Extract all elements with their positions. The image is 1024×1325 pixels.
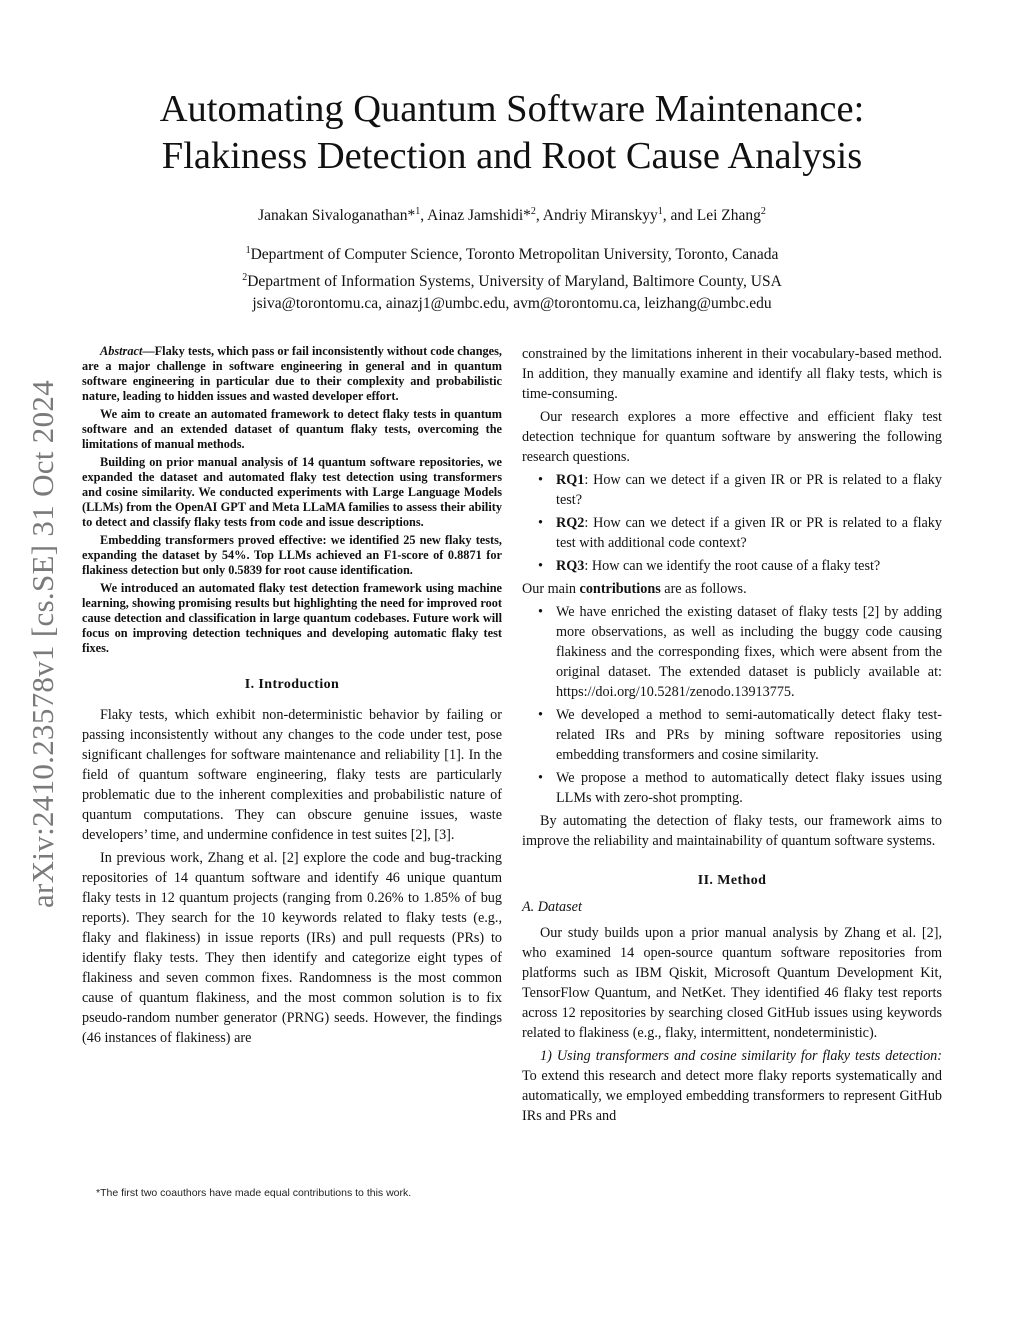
- rq3-label: RQ3: [556, 558, 585, 574]
- arxiv-id: arXiv:2410.23578v1 [cs.SE] 31 Oct 2024: [25, 379, 61, 909]
- affiliation-1: [80, 240, 944, 267]
- author-3-affil: 1: [657, 206, 663, 217]
- rq3-text: : How can we identify the root cause of a flaky test?: [584, 558, 881, 574]
- abstract-label: Abstract: [100, 344, 143, 358]
- author-3: , Andriy Miranskyy: [535, 207, 658, 225]
- affiliation-1-mark: 1: [245, 245, 251, 256]
- subsection-heading-dataset: A. Dataset: [522, 899, 582, 915]
- contribution-1: • We have enriched the existing dataset of flaky tests [2] by adding more observations, as well as including the buggy code causing flakiness and the corresponding fixes, which were absent from the original dataset. The extended dataset is publicly available at: https://doi.org/10.5281/zenodo.13913775.: [522, 602, 942, 702]
- dataset-paragraph: Our study builds upon a prior manual analysis by Zhang et al. [2], who examined 14 open-source quantum software repositories from platforms such as IBM Qiskit, Microsoft Quantum Development Kit, TensorFlow Quantum, and NetKet. They identified 46 flaky test reports across 12 repositories by searching closed GitHub issues using keywords related to flakiness (e.g., flaky, intermittent, nondeterministic).: [522, 925, 942, 1041]
- contrib-post: are as follows.: [660, 581, 747, 597]
- intro-paragraph-2: In previous work, Zhang et al. [2] explore the code and bug-tracking repositories of 14 quantum software and identify 46 unique quantum flaky tests in 12 quantum projects (ranging from 0.26% to 1.85% of bug reports). They search for the 10 keywords related to flaky tests (e.g., flaky and flakiness) in issue reports (IRs) and pull requests (PRs) to identify flaky tests. They then identify and categorize eight types of flakiness and seven common fixes. Randomness is the most common cause of quantum flakiness, and the most common solution is to fix pseudo-random number generator (PRNG) seeds. However, the findings (46 instances of flakiness) are: [82, 850, 502, 1046]
- affiliation-2-text: Department of Information Systems, University of Maryland, Baltimore County, USA: [247, 272, 782, 290]
- author-2-affil: 2: [530, 206, 536, 217]
- contribution-3: • We propose a method to automatically detect flaky issues using LLMs with zero-shot prompting.: [522, 768, 942, 808]
- abstract-paragraph-4: Embedding transformers proved effective: we identified 25 new flaky tests, expanding the dataset by 54%. Top LLMs achieved an F1-score of 0.8871 for flakiness detection but only 0.5839 for root cause identification.: [82, 533, 502, 577]
- contributions-intro: [522, 579, 942, 599]
- intro-paragraph-1: Flaky tests, which exhibit non-deterministic behavior by failing or passing inconsistently without any changes to the code under test, pose significant challenges for software maintenance and reliability [1]. In the field of quantum software engineering, flaky tests are particularly problematic due to the inherent complexities and probabilistic nature of quantum computations. They can obscure genuine issues, waste developers’ time, and undermine confidence in test suites [2], [3].: [82, 707, 502, 843]
- title-line-2: Flakiness Detection and Root Cause Analysis: [161, 135, 863, 177]
- contribution-2: • We developed a method to semi-automatically detect flaky test-related IRs and PRs by mining software repositories using embedding transformers and cosine similarity.: [522, 705, 942, 765]
- affiliations: [80, 240, 944, 316]
- right-column: [522, 344, 942, 1126]
- contrib-bold: contributions: [579, 581, 661, 597]
- contrib-pre: Our main: [522, 581, 580, 597]
- contributions-list: [522, 602, 942, 808]
- author-2: , Ainaz Jamshidi*: [420, 207, 531, 225]
- left-column: [82, 344, 502, 1048]
- affiliation-1-text: Department of Computer Science, Toronto Metropolitan University, Toronto, Canada: [250, 246, 779, 264]
- right-paragraph-3: By automating the detection of flaky tests, our framework aims to improve the reliability and maintainability of quantum software systems.: [522, 813, 942, 849]
- section-heading-method: II. Method: [697, 873, 767, 888]
- arxiv-identifier-stamp: [8, 346, 78, 942]
- affiliation-2: [80, 267, 944, 294]
- footnote: *The first two coauthors have made equal contributions to this work.: [96, 1187, 412, 1199]
- abstract-paragraph-1: [82, 344, 502, 404]
- research-questions-list: [522, 470, 942, 576]
- research-question-1: [522, 470, 942, 510]
- rq2-label: RQ2: [556, 515, 585, 531]
- paper-title: [80, 86, 944, 180]
- section-heading-introduction: I. Introduction: [244, 677, 340, 692]
- author-4-affil: 2: [760, 206, 766, 217]
- author-4: , and Lei Zhang: [662, 207, 761, 225]
- research-question-2: [522, 513, 942, 553]
- right-paragraph-1: constrained by the limitations inherent in their vocabulary-based method. In addition, they manually examine and identify all flaky tests, which is time-consuming.: [522, 346, 942, 402]
- abstract-text-1: —Flaky tests, which pass or fail inconsistently without code changes, are a major challenge in software engineering in general and in quantum software engineering in particular due to their complexity and probabilistic nature, leading to hidden issues and wasted developer effort.: [82, 344, 502, 403]
- affiliation-2-mark: 2: [242, 271, 248, 283]
- abstract-paragraph-5: We introduced an automated flaky test detection framework using machine learning, showing promising results but highlighting the need for improved root cause detection and classification in large quantum codebases. Future work will focus on improving detection techniques and developing automatic flaky test fixes.: [82, 581, 502, 655]
- author-list: [80, 201, 944, 227]
- transformers-paragraph: [522, 1046, 942, 1126]
- abstract-paragraph-3: Building on prior manual analysis of 14 quantum software repositories, we expanded the dataset and automated flaky test detection using transformers and cosine similarity. We conducted experiments with Large Language Models (LLMs) from the OpenAI GPT and Meta LLaMA families to assess their ability to detect and classify flaky tests from code and issue descriptions.: [82, 455, 502, 529]
- rq2-text: : How can we detect if a given IR or PR is related to a flaky test with additional code context?: [556, 515, 942, 551]
- author-1: Janakan Sivaloganathan*: [258, 207, 416, 225]
- title-line-1: Automating Quantum Software Maintenance:: [159, 88, 865, 130]
- abstract-paragraph-2: We aim to create an automated framework to detect flaky tests in quantum software and an extended dataset of quantum flaky tests, overcoming the limitations of manual methods.: [82, 407, 502, 451]
- author-1-affil: 1: [415, 206, 421, 217]
- right-paragraph-2: Our research explores a more effective and efficient flaky test detection technique for quantum software by answering the following research questions.: [522, 409, 942, 465]
- research-question-3: [522, 556, 942, 576]
- transformers-paragraph-lead: 1) Using transformers and cosine similarity for flaky tests detection:: [540, 1048, 942, 1064]
- rq1-label: RQ1: [556, 472, 585, 488]
- author-emails: jsiva@torontomu.ca, ainazj1@umbc.edu, avm@torontomu.ca, leizhang@umbc.edu: [252, 295, 772, 313]
- transformers-paragraph-text: To extend this research and detect more flaky reports systematically and automatically, we employed embedding transformers to represent GitHub IRs and PRs and: [522, 1068, 942, 1124]
- rq1-text: : How can we detect if a given IR or PR is related to a flaky test?: [556, 472, 942, 508]
